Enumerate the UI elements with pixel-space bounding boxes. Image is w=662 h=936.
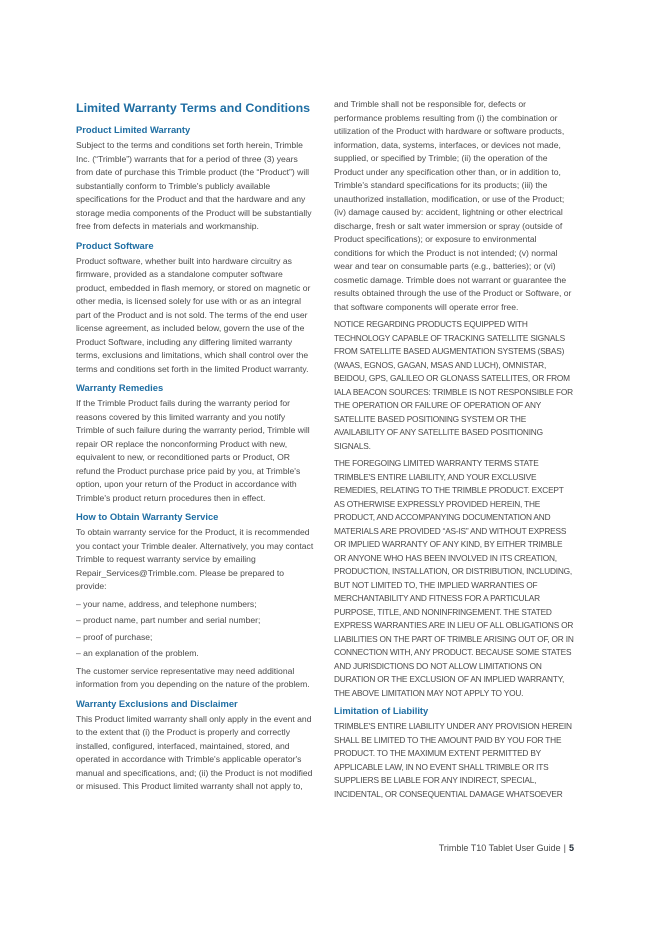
list-item: – your name, address, and telephone numbers; — [76, 598, 257, 609]
paragraph: and Trimble shall not be responsible for, defects or performance problems resulting from (i) the combination or utilization of the Product with hardware or software products, information, data, systems, interfaces, or devices not made, supplied, or specified by Trimble; (ii) the operation of the Product under any specification other than, or in addition to, Trimble's standard specifications for its products; (iii) the unauthorized installation, modification, or use of the Product; (iv) damage caused by: accident, lightning or other electrical discharge, fresh or salt water immersion or spray (outside of Product specifications); or exposure to environmental conditions for which the Product is not intended; (v) normal wear and tear on consumable parts (e.g., batteries); or (vi) cosmetic damage. Trimble does not warrant or guarantee the results obtained through the use of the Product or Software, or that software components will operate error free. — [334, 99, 572, 312]
paragraph: TRIMBLE'S ENTIRE LIABILITY UNDER ANY PROVISION HEREIN SHALL BE LIMITED TO THE AMOUNT PAID BY YOU FOR THE PRODUCT. TO THE MAXIMUM EXTENT PERMITTED BY APPLICABLE LAW, IN NO EVENT SHALL TRIMBLE OR ITS SUPPLIERS BE LIABLE FOR ANY INDIRECT, SPECIAL, INCIDENTAL, OR CONSEQUENTIAL DAMAGE WHATSOEVER — [334, 721, 572, 799]
satellite-notice-paragraph: NOTICE REGARDING PRODUCTS EQUIPPED WITH TECHNOLOGY CAPABLE OF TRACKING SATELLITE SIGNALS FROM SATELLITE BASED AUGMENTATION SYSTEMS (SBAS) (WAAS, EGNOS, GAGAN, MSAS AND LUCH), OMNISTAR, BEIDOU, GPS, GALILEO OR GLONASS SATELLITES, OR FROM IALA BEACON SOURCES: TRIMBLE IS NOT RESPONSIBLE FOR THE OPERATION OR FAILURE OF OPERATION OF ANY SATELLITE BASED POSITIONING SYSTEM OR THE AVAILABILITY OF ANY SATELLITE BASED POSITIONING SIGNALS. — [334, 319, 573, 451]
section-heading: Product Limited Warranty — [76, 124, 191, 135]
section-heading: Warranty Remedies — [76, 382, 164, 393]
list-item: – proof of purchase; — [76, 631, 153, 642]
section-limitation-of-liability — [334, 704, 574, 801]
section-product-software — [76, 239, 314, 377]
section-heading: How to Obtain Warranty Service — [76, 511, 219, 522]
page-number: 5 — [568, 843, 574, 853]
footer-doc-title: Trimble T10 Tablet User Guide — [438, 843, 561, 853]
paragraph: To obtain warranty service for the Product, it is recommended you contact your Trimble dealer. Alternatively, you may contact Trimble to request warranty service by emailing Repair_Services@Trimble.com. Please be prepared to provide: — [76, 527, 314, 591]
page-footer — [400, 842, 574, 855]
section-obtain-warranty-service — [76, 510, 314, 692]
paragraph: The customer service representative may need additional information from you depending on the nature of the problem. — [76, 665, 310, 689]
section-warranty-exclusions — [76, 697, 314, 794]
paragraph: Subject to the terms and conditions set forth herein, Trimble Inc. (“Trimble”) warrants that for a period of three (3) years from date of purchase this Trimble product (the “Product”) will substantially conform to Trimble's publicly available specifications for the Product and that the hardware and any storage media components of the Product will be substantially free from defects in materials and workmanship. — [76, 140, 312, 231]
right-column — [334, 98, 574, 806]
section-heading: Limitation of Liability — [334, 705, 429, 716]
paragraph: Product software, whether built into hardware circuitry as firmware, provided as a standalone computer software product, embedded in flash memory, or stored on magnetic or other media, is licensed solely for use with or as an integral part of the Product and is not sold. The terms of the end user license agreement, as included below, govern the use of the Product Software, including any differing limited warranty terms, exclusions and limitations, which shall control over the terms and conditions set forth in the limited Product warranty. — [76, 255, 311, 374]
section-product-limited-warranty — [76, 123, 314, 234]
list-item: – product name, part number and serial number; — [76, 615, 261, 625]
page-title: Limited Warranty Terms and Conditions — [76, 101, 311, 115]
left-column — [76, 98, 314, 799]
info-list — [76, 598, 314, 661]
paragraph: This Product limited warranty shall only apply in the event and to the extent that (i) the Product is properly and correctly installed, configured, interfaced, maintained, stored, and operated in accordance with Trimble's applicable operator's manual and specifications, and; (ii) the Product is not modified or misused. This Product limited warranty shall not apply to, — [76, 713, 313, 791]
paragraph: If the Trimble Product fails during the warranty period for reasons covered by this limited warranty and you notify Trimble of such failure during the warranty period, Trimble will repair OR replace the nonconforming Product with new, equivalent to new, or reconditioned parts or Product, OR refund the Product purchase price paid by you, at Trimble's option, upon your return of the Product in accordance with Trimble's product return procedures then in effect. — [76, 398, 310, 503]
section-heading: Product Software — [76, 239, 154, 251]
section-warranty-remedies — [76, 381, 314, 505]
section-heading: Warranty Exclusions and Disclaimer — [76, 697, 238, 709]
list-item: – an explanation of the problem. — [76, 648, 199, 658]
footer-separator: | — [563, 843, 566, 853]
disclaimer-paragraph: THE FOREGOING LIMITED WARRANTY TERMS STATE TRIMBLE'S ENTIRE LIABILITY, AND YOUR EXCLUSIVE REMEDIES, RELATING TO THE TRIMBLE PRODUCT. EXCEPT AS OTHERWISE EXPRESSLY PROVIDED HEREIN, THE PRODUCT, AND ACCOMPANYING DOCUMENTATION AND MATERIALS ARE PROVIDED “AS-IS” AND WITHOUT EXPRESS OR IMPLIED WARRANTY OF ANY KIND, BY EITHER TRIMBLE OR ANYONE WHO HAS BEEN INVOLVED IN ITS CREATION, PRODUCTION, INSTALLATION, OR DISTRIBUTION, INCLUDING, BUT NOT LIMITED TO, THE IMPLIED WARRANTIES OF MERCHANTABILITY AND FITNESS FOR A PARTICULAR PURPOSE, TITLE, AND NONINFRINGEMENT. THE STATED EXPRESS WARRANTIES ARE IN LIEU OF ALL OBLIGATIONS OR LIABILITIES ON THE PART OF TRIMBLE ARISING OUT OF, OR IN CONNECTION WITH, ANY PRODUCT. BECAUSE SOME STATES AND JURISDICTIONS DO NOT ALLOW LIMITATIONS ON DURATION OR THE EXCLUSION OF AN IMPLIED WARRANTY, THE ABOVE LIMITATION MAY NOT APPLY TO YOU. — [334, 458, 574, 698]
